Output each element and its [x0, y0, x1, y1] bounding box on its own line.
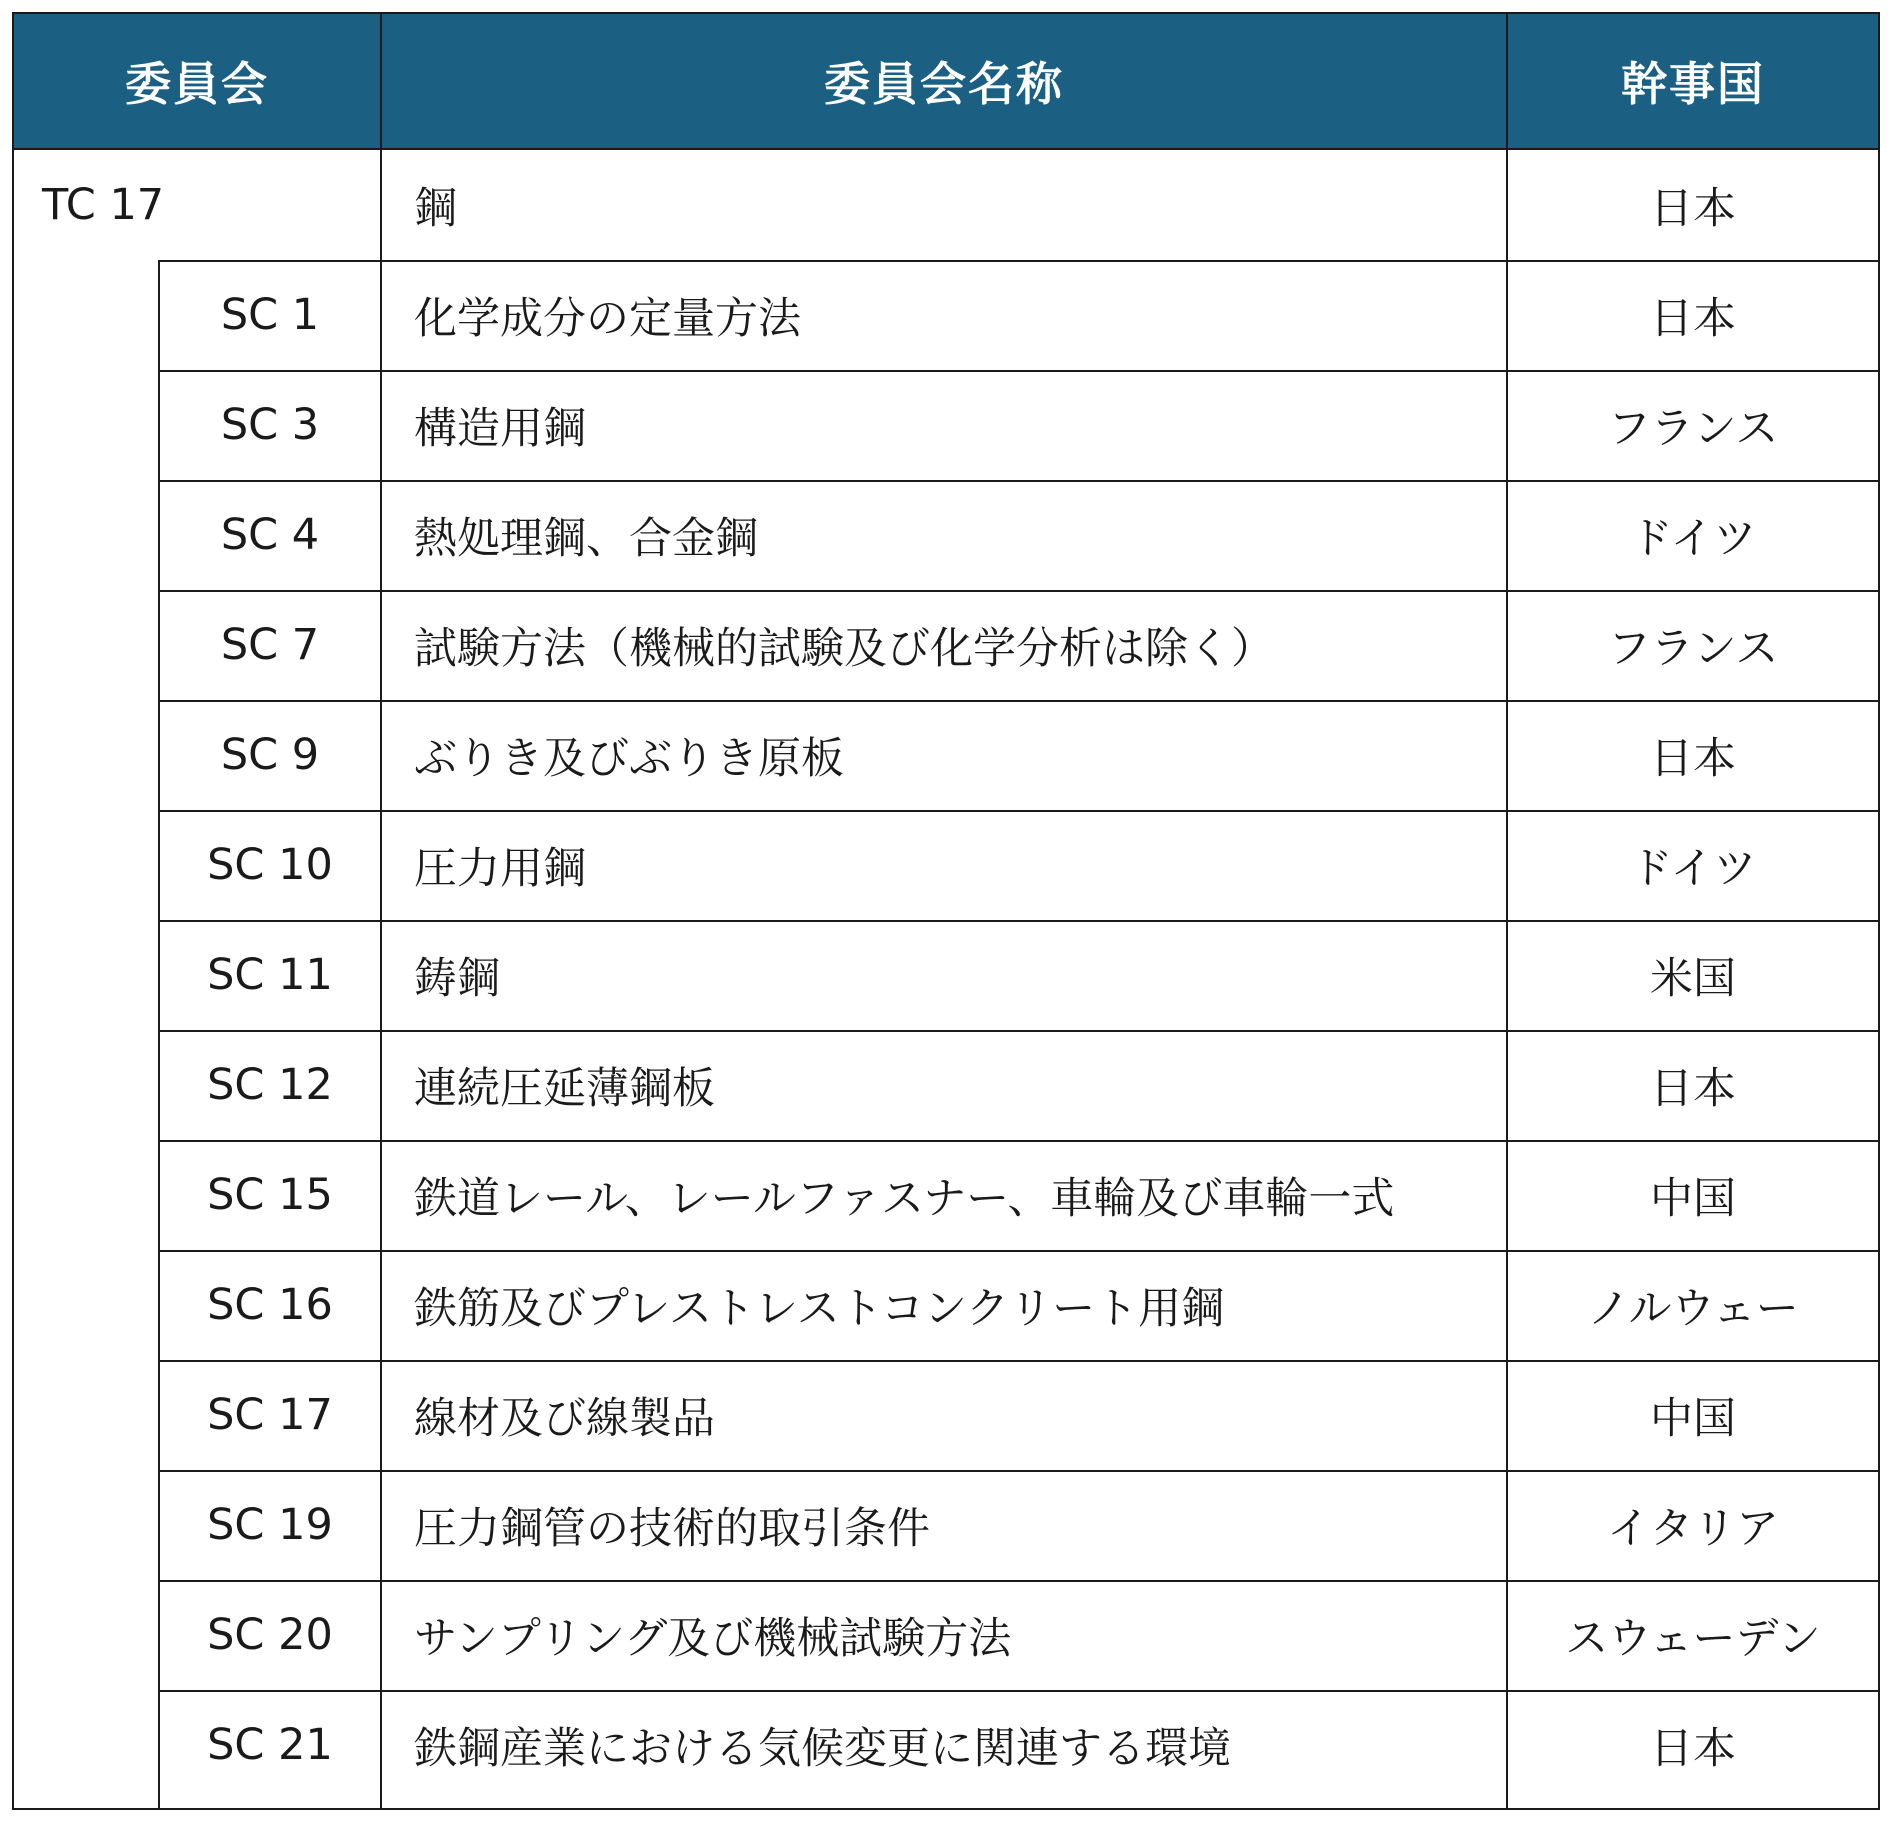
sc-code: SC 16: [207, 1280, 333, 1330]
table-row: [14, 1140, 1878, 1250]
table-body: [12, 150, 1880, 1810]
column-divider-1: [380, 150, 382, 1808]
table-row: [14, 1250, 1878, 1360]
sc-code: SC 21: [207, 1720, 333, 1770]
sc-country: 米国: [1650, 953, 1736, 1004]
sc-country: 日本: [1650, 733, 1736, 784]
sc-country: ドイツ: [1629, 843, 1757, 894]
sc-code: SC 11: [207, 950, 333, 1000]
table-row: [14, 920, 1878, 1030]
sc-code: SC 10: [207, 840, 333, 890]
sc-name: 試験方法（機械的試験及び化学分析は除く）: [414, 623, 1274, 674]
tc-code: TC 17: [42, 180, 165, 230]
sc-code: SC 4: [220, 510, 320, 560]
header-committee-name: 委員会名称: [824, 57, 1064, 111]
sc-country: フランス: [1607, 623, 1779, 674]
sc-name: ぶりき及びぶりき原板: [414, 733, 844, 784]
sc-code: SC 1: [220, 290, 320, 340]
table-row: [14, 590, 1878, 700]
committee-table: [12, 12, 1880, 1810]
sc-name: 線材及び線製品: [414, 1393, 715, 1444]
table-row: [14, 700, 1878, 810]
sc-name: 化学成分の定量方法: [414, 293, 801, 344]
sc-country: 日本: [1650, 1723, 1736, 1774]
table-row: [14, 1030, 1878, 1140]
sc-name: 鉄鋼産業における気候変更に関連する環境: [414, 1723, 1231, 1774]
sc-code: SC 7: [220, 620, 320, 670]
sc-code: SC 15: [207, 1170, 333, 1220]
tc-country: 日本: [1650, 183, 1736, 234]
sc-country: ノルウェー: [1587, 1283, 1799, 1334]
sc-name: 圧力用鋼: [414, 843, 586, 894]
sc-name: 熱処理鋼、合金鋼: [414, 513, 758, 564]
sc-country: スウェーデン: [1565, 1613, 1821, 1664]
sc-country: 中国: [1650, 1393, 1736, 1444]
column-divider-2: [1506, 150, 1508, 1808]
sc-country: イタリア: [1607, 1503, 1779, 1554]
table-row: [14, 1690, 1878, 1800]
table-row: [14, 1360, 1878, 1470]
tc-name: 鋼: [414, 183, 457, 234]
sc-code: SC 19: [207, 1500, 333, 1550]
sc-code: SC 12: [207, 1060, 333, 1110]
table-row-tc: [14, 150, 1878, 260]
header-committee: 委員会: [125, 57, 269, 111]
sc-name: 鉄道レール、レールファスナー、車輪及び車輪一式: [414, 1173, 1395, 1224]
sc-country: ドイツ: [1629, 513, 1757, 564]
sc-name: サンプリング及び機械試験方法: [414, 1613, 1012, 1664]
sc-country: 中国: [1650, 1173, 1736, 1224]
sc-country: 日本: [1650, 1063, 1736, 1114]
table-row: [14, 1470, 1878, 1580]
sc-country: 日本: [1650, 293, 1736, 344]
sc-name: 連続圧延薄鋼板: [414, 1063, 715, 1114]
table-row: [14, 1580, 1878, 1690]
sc-code: SC 3: [220, 400, 320, 450]
sc-code: SC 9: [220, 730, 320, 780]
sc-name: 鉄筋及びプレストレストコンクリート用鋼: [414, 1283, 1225, 1334]
sc-code: SC 20: [207, 1610, 333, 1660]
sc-name: 鋳鋼: [414, 953, 500, 1004]
header-secretariat: 幹事国: [1621, 57, 1765, 111]
table-row: [14, 370, 1878, 480]
sc-code: SC 17: [207, 1390, 333, 1440]
sc-name: 圧力鋼管の技術的取引条件: [414, 1503, 930, 1554]
indent-divider: [158, 260, 160, 1808]
sc-country: フランス: [1607, 403, 1779, 454]
table-row: [14, 260, 1878, 370]
table-header: [12, 12, 1880, 150]
sc-name: 構造用鋼: [414, 403, 586, 454]
table-row: [14, 480, 1878, 590]
table-row: [14, 810, 1878, 920]
